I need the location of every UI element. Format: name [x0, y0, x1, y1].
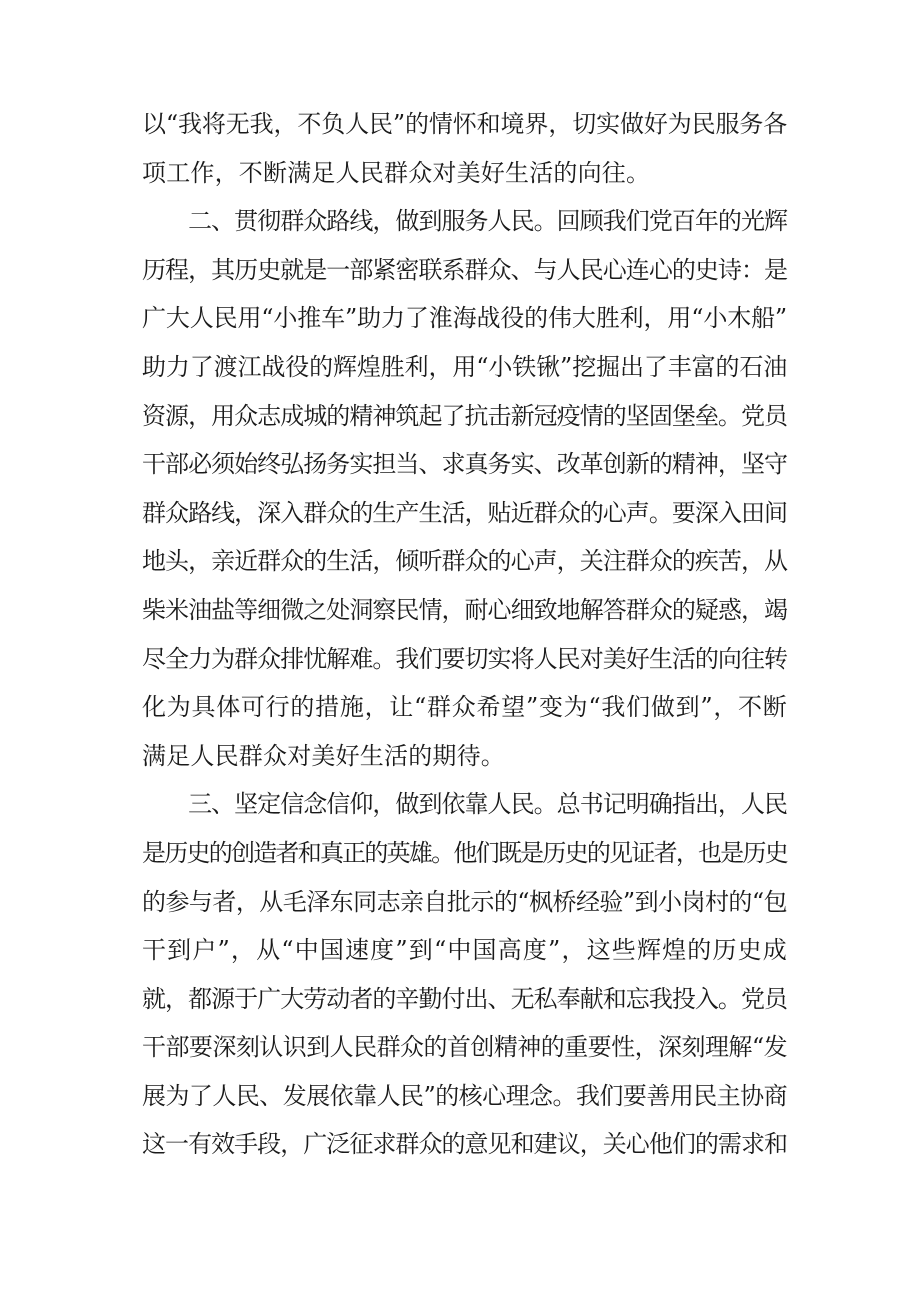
text-line: 广大人民用“小推车”助力了淮海战役的伟大胜利，用“小木船” — [142, 304, 787, 333]
text-line: 这一有效手段，广泛征求群众的意见和建议，关心他们的需求和 — [142, 1130, 787, 1159]
text-line: 项工作，不断满足人民群众对美好生活的向往。 — [142, 158, 651, 187]
text-line: 助力了渡江战役的辉煌胜利，用“小铁锹”挖掘出了丰富的石油 — [142, 352, 787, 381]
text-line: 二、贯彻群众路线，做到服务人民。回顾我们党百年的光辉 — [142, 207, 787, 236]
text-line: 地头，亲近群众的生活，倾听群众的心声，关注群众的疾苦，从 — [142, 547, 787, 576]
text-line: 干部必须始终弘扬务实担当、求真务实、改革创新的精神，坚守 — [142, 450, 787, 479]
text-line: 展为了人民、发展依靠人民”的核心理念。我们要善用民主协商 — [142, 1081, 787, 1110]
body-text — [142, 100, 787, 1169]
text-line: 历程，其历史就是一部紧密联系群众、与人民心连心的史诗：是 — [142, 255, 787, 284]
text-line: 以“我将无我，不负人民”的情怀和境界，切实做好为民服务各 — [142, 110, 787, 138]
text-line: 干部要深刻认识到人民群众的首创精神的重要性，深刻理解“发 — [142, 1033, 787, 1062]
text-line: 柴米油盐等细微之处洞察民情，耐心细致地解答群众的疑惑，竭 — [142, 595, 787, 624]
text-line: 的参与者，从毛泽东同志亲自批示的“枫桥经验”到小岗村的“包 — [142, 887, 787, 916]
text-line: 化为具体可行的措施，让“群众希望”变为“我们做到”，不断 — [142, 693, 787, 722]
text-line: 三、坚定信念信仰，做到依靠人民。总书记明确指出，人民 — [142, 790, 787, 819]
text-line: 就，都源于广大劳动者的辛勤付出、无私奉献和忘我投入。党员 — [142, 984, 787, 1013]
text-line: 资源，用众志成城的精神筑起了抗击新冠疫情的坚固堡垒。党员 — [142, 401, 787, 430]
text-line: 满足人民群众对美好生活的期待。 — [142, 741, 505, 770]
text-line: 干到户”，从“中国速度”到“中国高度”，这些辉煌的历史成 — [142, 936, 787, 965]
text-line: 尽全力为群众排忧解难。我们要切实将人民对美好生活的向往转 — [142, 644, 787, 673]
text-line: 是历史的创造者和真正的英雄。他们既是历史的见证者，也是历史 — [142, 838, 787, 867]
text-line: 群众路线，深入群众的生产生活，贴近群众的心声。要深入田间 — [142, 498, 787, 527]
